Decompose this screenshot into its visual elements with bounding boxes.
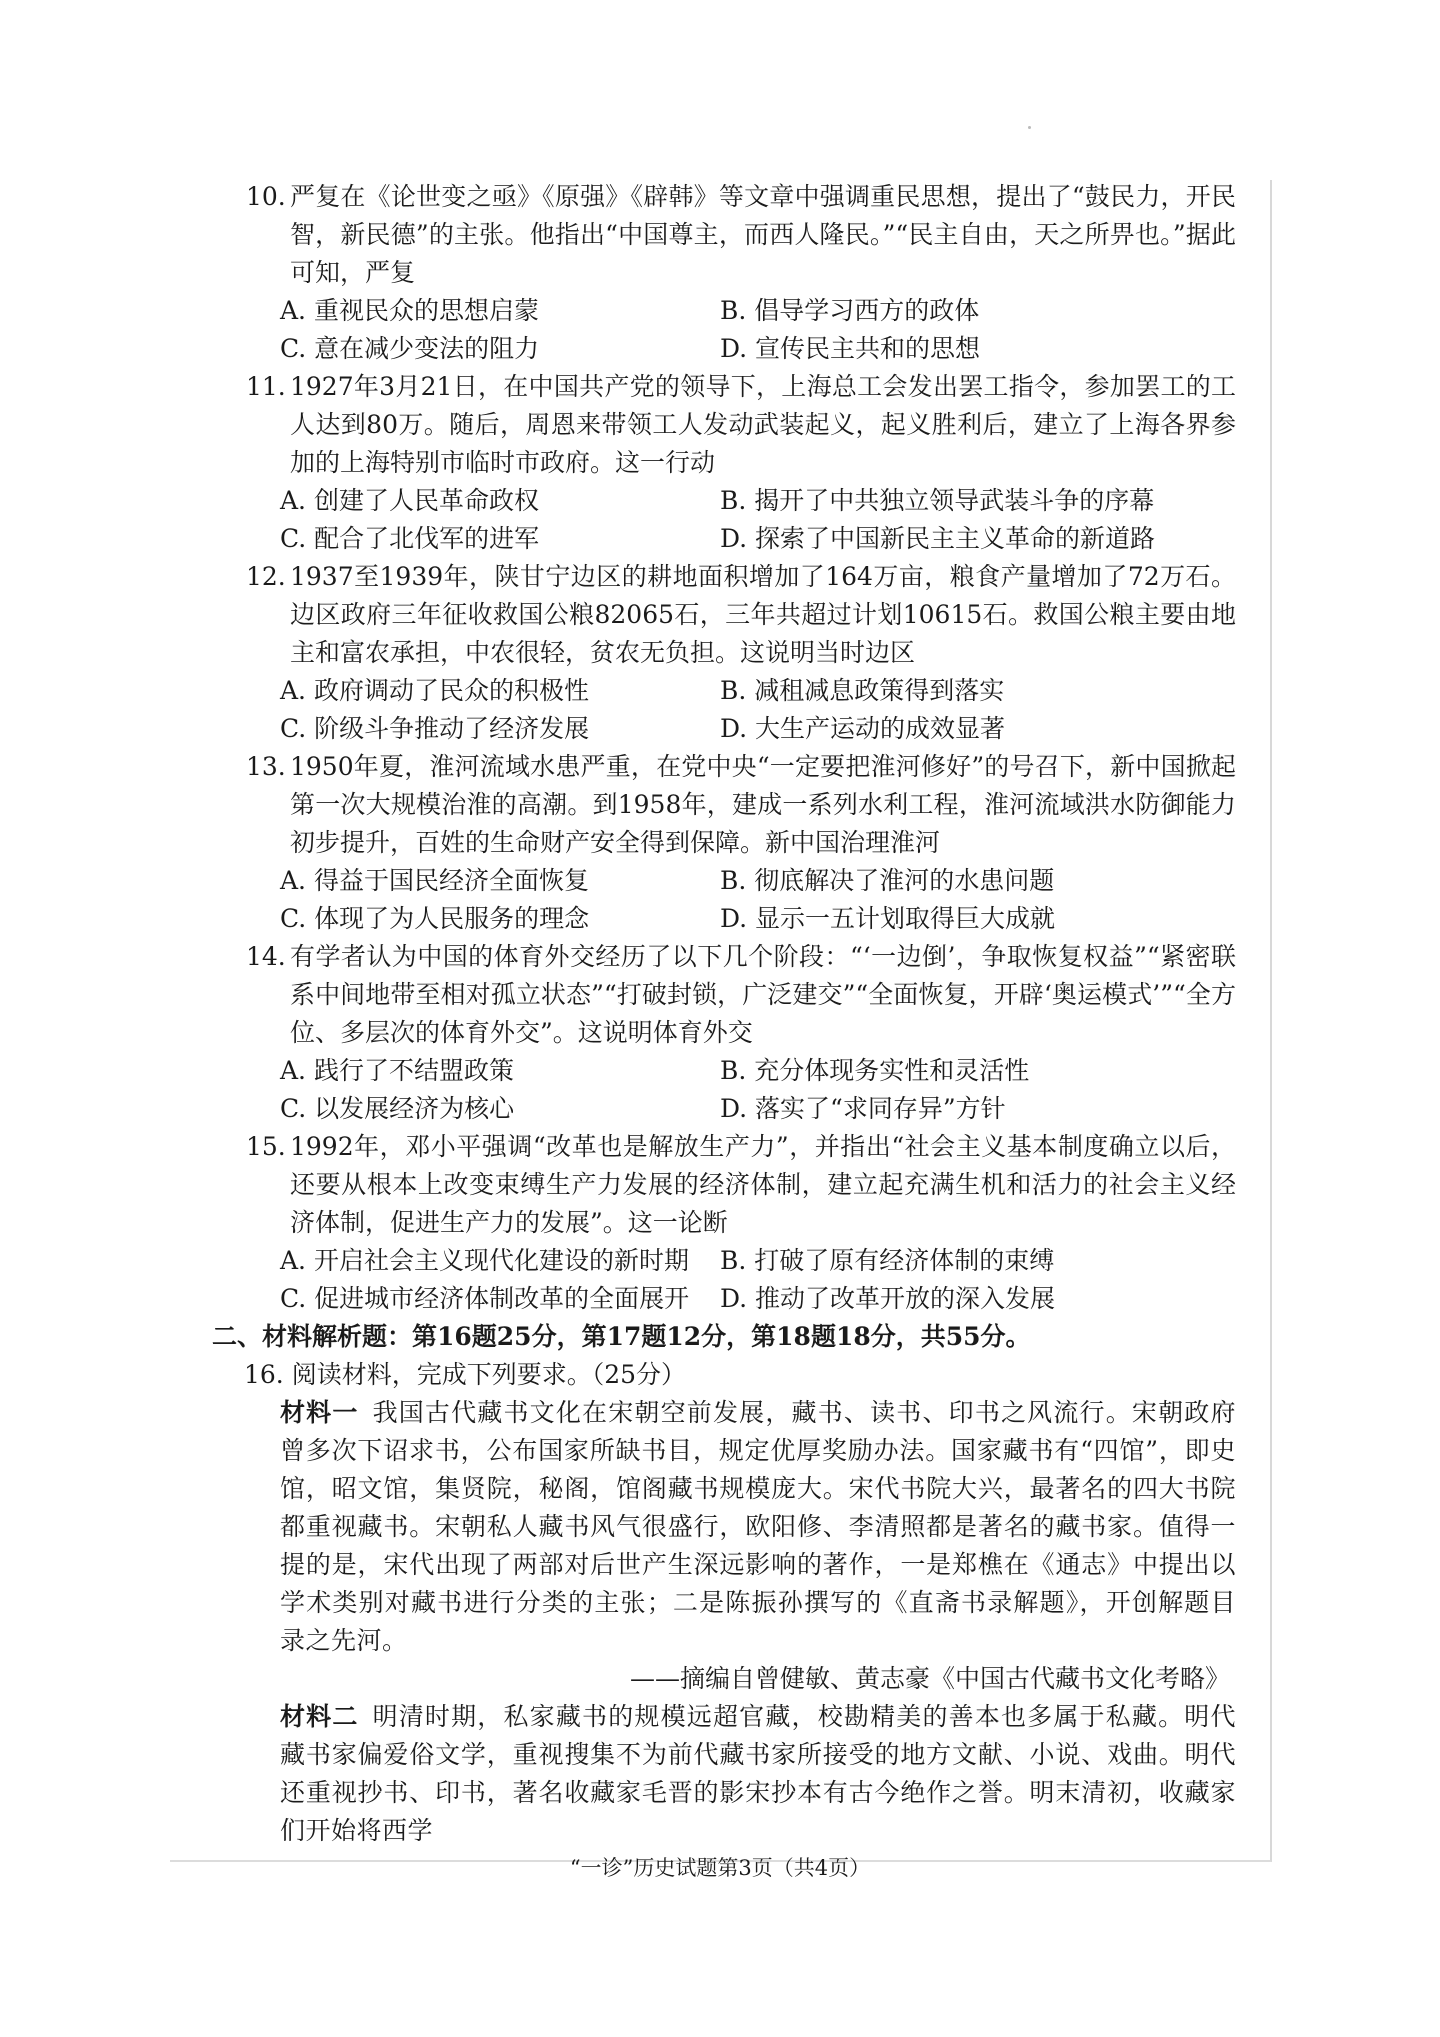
option-d: D. 探索了中国新民主主义革命的新道路	[720, 524, 1156, 553]
material-one-text: 我国古代藏书文化在宋朝空前发展，藏书、读书、印书之风流行。宋朝政府曾多次下诏求书，公布国家所缺书目，规定优厚奖励办法。国家藏书有“四馆”，即史馆，昭文馆，集贤院，秘阁，馆阁藏书规模庞大。宋代书院大兴，最著名的四大书院都重视藏书。宋朝私人藏书风气很盛行，欧阳修、李清照都是著名的藏书家。值得一提的是，宋代出现了两部对后世产生深远影响的著作，一是郑樵在《通志》中提出以学术类别对藏书进行分类的主张；二是陈振孙撰写的《直斋书录解题》，开创解题目录之先河。	[280, 1398, 1236, 1655]
option-a: A. 开启社会主义现代化建设的新时期	[280, 1246, 689, 1275]
question-number: 12.	[246, 562, 286, 591]
material-one-title: 材料一	[280, 1398, 359, 1427]
exam-content	[212, 178, 1236, 1850]
question-number: 11.	[246, 372, 286, 401]
option-c: C. 以发展经济为核心	[280, 1094, 515, 1123]
option-c: C. 配合了北伐军的进军	[280, 524, 540, 553]
option-b: B. 打破了原有经济体制的束缚	[720, 1246, 1055, 1275]
option-b: B. 倡导学习西方的政体	[720, 296, 980, 325]
question-stem: 严复在《论世变之亟》《原强》《辟韩》等文章中强调重民思想，提出了“鼓民力，开民智，新民德”的主张。他指出“中国尊主，而西人隆民。”“民主自由，天之所畀也。”据此可知，严复	[290, 182, 1236, 287]
option-c: C. 阶级斗争推动了经济发展	[280, 714, 590, 743]
scan-speck	[1028, 126, 1031, 129]
option-d: D. 显示一五计划取得巨大成就	[720, 904, 1056, 933]
question-11	[246, 368, 1236, 558]
question-number: 10.	[246, 182, 286, 211]
question-10	[246, 178, 1236, 368]
question-stem: 1937至1939年，陕甘宁边区的耕地面积增加了164万亩，粮食产量增加了72万石。边区政府三年征收救国公粮82065石，三年共超过计划10615石。救国公粮主要由地主和富农承担，中农很轻，贫农无负担。这说明当时边区	[290, 562, 1236, 667]
material-one-source: ——摘编自曾健敏、黄志豪《中国古代藏书文化考略》	[629, 1664, 1230, 1693]
option-d: D. 落实了“求同存异”方针	[720, 1094, 1006, 1123]
question-stem: 1927年3月21日，在中国共产党的领导下，上海总工会发出罢工指令，参加罢工的工人达到80万。随后，周恩来带领工人发动武装起义，起义胜利后，建立了上海各界参加的上海特别市临时市政府。这一行动	[290, 372, 1236, 477]
option-b: B. 减租减息政策得到落实	[720, 676, 1005, 705]
question-16-heading: 16. 阅读材料，完成下列要求。（25分）	[244, 1360, 687, 1389]
option-d: D. 推动了改革开放的深入发展	[720, 1284, 1056, 1313]
option-b: B. 充分体现务实性和灵活性	[720, 1056, 1030, 1085]
option-d: D. 宣传民主共和的思想	[720, 334, 981, 363]
question-number: 14.	[246, 942, 286, 971]
question-number: 13.	[246, 752, 286, 781]
option-a: A. 创建了人民革命政权	[280, 486, 539, 515]
option-c: C. 促进城市经济体制改革的全面展开	[280, 1284, 690, 1313]
option-a: A. 重视民众的思想启蒙	[280, 296, 539, 325]
section-heading: 二、材料解析题：第16题25分，第17题12分，第18题18分，共55分。	[212, 1322, 1031, 1351]
option-a: A. 得益于国民经济全面恢复	[280, 866, 589, 895]
question-stem: 1992年，邓小平强调“改革也是解放生产力”，并指出“社会主义基本制度确立以后，还要从根本上改变束缚生产力发展的经济体制，建立起充满生机和活力的社会主义经济体制，促进生产力的发展”。这一论断	[290, 1132, 1236, 1237]
material-two-title: 材料二	[280, 1702, 359, 1731]
option-a: A. 政府调动了民众的积极性	[280, 676, 589, 705]
option-b: B. 彻底解决了淮河的水患问题	[720, 866, 1055, 895]
question-12	[246, 558, 1236, 748]
question-stem: 有学者认为中国的体育外交经历了以下几个阶段：“‘一边倒’，争取恢复权益”“紧密联系中间地带至相对孤立状态”“打破封锁，广泛建交”“全面恢复，开辟‘奥运模式’”“全方位、多层次的体育外交”。这说明体育外交	[290, 942, 1236, 1047]
question-stem: 1950年夏，淮河流域水患严重，在党中央“一定要把淮河修好”的号召下，新中国掀起第一次大规模治淮的高潮。到1958年，建成一系列水利工程，淮河流域洪水防御能力初步提升，百姓的生命财产安全得到保障。新中国治理淮河	[290, 752, 1236, 857]
option-c: C. 意在减少变法的阻力	[280, 334, 540, 363]
option-a: A. 践行了不结盟政策	[280, 1056, 514, 1085]
page-footer: “一诊”历史试题第3页（共4页）	[569, 1856, 871, 1880]
material-one	[246, 1394, 1236, 1660]
option-b: B. 揭开了中共独立领导武装斗争的序幕	[720, 486, 1155, 515]
material-two	[246, 1698, 1236, 1850]
option-c: C. 体现了为人民服务的理念	[280, 904, 590, 933]
question-number: 15.	[246, 1132, 286, 1161]
question-14	[246, 938, 1236, 1128]
material-two-text: 明清时期，私家藏书的规模远超官藏，校勘精美的善本也多属于私藏。明代藏书家偏爱俗文学，重视搜集不为前代藏书家所接受的地方文献、小说、戏曲。明代还重视抄书、印书，著名收藏家毛晋的影宋抄本有古今绝作之誉。明末清初，收藏家们开始将西学	[280, 1702, 1236, 1845]
question-13	[246, 748, 1236, 938]
option-d: D. 大生产运动的成效显著	[720, 714, 1006, 743]
question-15	[246, 1128, 1236, 1318]
